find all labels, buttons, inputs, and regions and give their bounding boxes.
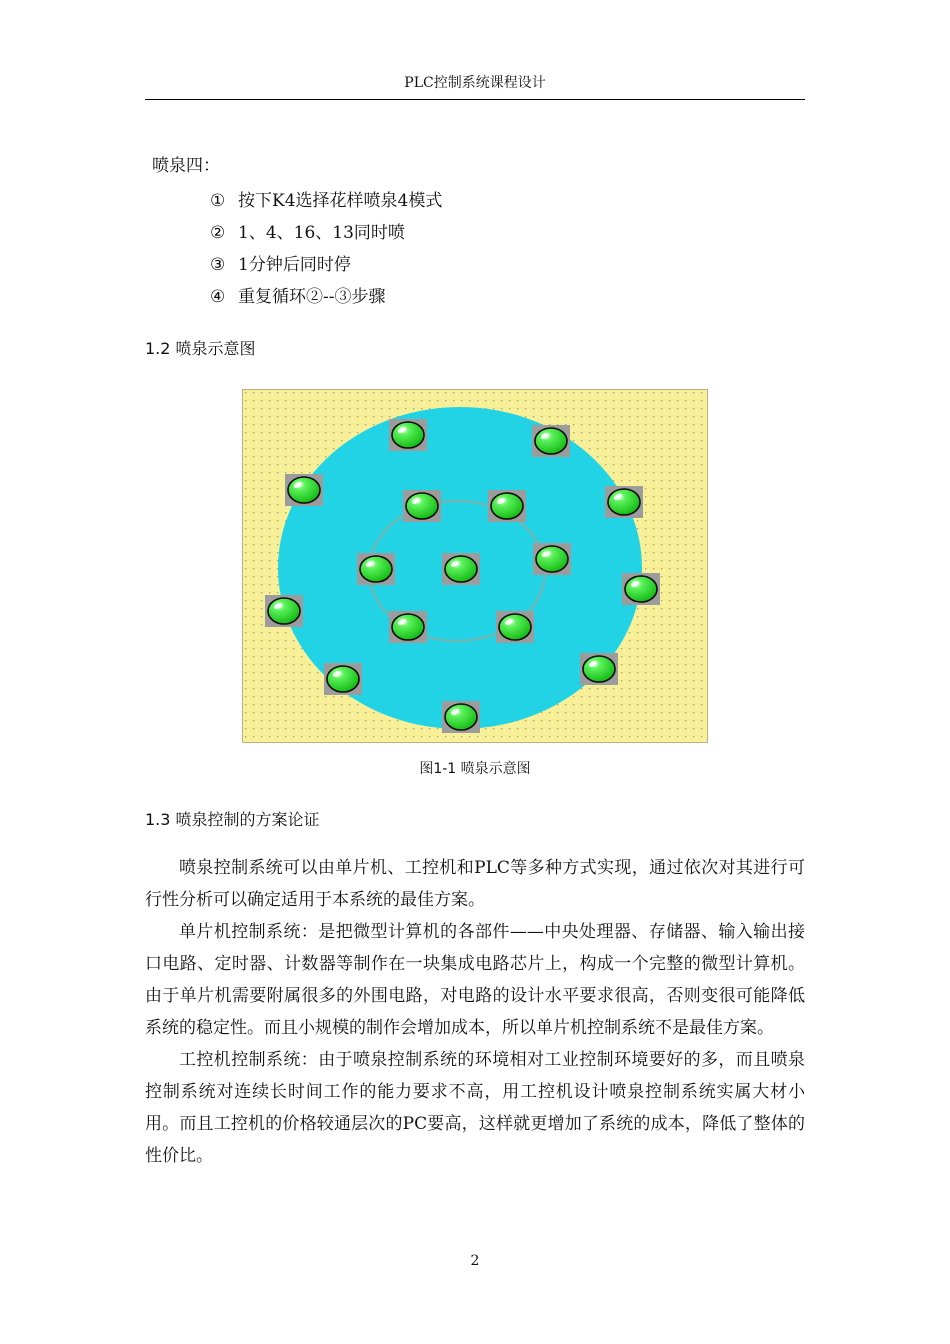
- mode-title: 喷泉四：: [152, 156, 220, 176]
- step-number: ②: [210, 223, 226, 243]
- nozzle: [285, 474, 323, 506]
- nozzle-ball: [499, 614, 531, 640]
- fountain-diagram-svg: [242, 389, 708, 743]
- page-header: PLC控制系统课程设计: [404, 75, 546, 91]
- nozzle: [496, 611, 534, 643]
- step-text: 1、4、16、13同时喷: [238, 223, 405, 243]
- paragraph-1: 喷泉控制系统可以由单片机、工控机和PLC等多种方式实现，通过依次对其进行可行性分析可以确定适用于本系统的最佳方案。: [145, 858, 805, 910]
- nozzle-ball: [583, 656, 615, 682]
- nozzle-ball: [625, 576, 657, 602]
- nozzle: [442, 701, 480, 733]
- nozzle-ball: [536, 546, 568, 572]
- nozzle-ball: [491, 493, 523, 519]
- nozzle-ball: [327, 666, 359, 692]
- nozzle-ball: [288, 477, 320, 503]
- nozzle-ball: [360, 556, 392, 582]
- section-heading-1-3: 1.3 喷泉控制的方案论证: [145, 810, 320, 829]
- nozzle: [580, 653, 618, 685]
- nozzle: [389, 611, 427, 643]
- paragraph-3: 工控机控制系统：由于喷泉控制系统的环境相对工业控制环境要好的多，而且喷泉控制系统对连续长时间工作的能力要求不高，用工控机设计喷泉控制系统实属大材小用。而且工控机的价格较通层次的PC要高，这样就更增加了系统的成本，降低了整体的性价比。: [145, 1050, 805, 1166]
- nozzle: [533, 543, 571, 575]
- step-number: ④: [210, 287, 226, 307]
- nozzle-ball: [535, 428, 567, 454]
- nozzle-ball: [445, 704, 477, 730]
- step-2: [210, 218, 405, 243]
- step-text: 按下K4选择花样喷泉4模式: [238, 191, 443, 211]
- nozzle: [324, 663, 362, 695]
- nozzle: [605, 486, 643, 518]
- step-4: [210, 282, 386, 307]
- step-number: ③: [210, 255, 226, 275]
- header-rule: [145, 99, 805, 100]
- nozzle-ball: [445, 556, 477, 582]
- nozzle: [357, 553, 395, 585]
- nozzle-ball: [392, 614, 424, 640]
- nozzle: [622, 573, 660, 605]
- nozzle-ball: [268, 598, 300, 624]
- step-text: 重复循环②--③步骤: [238, 287, 386, 307]
- step-number: ①: [210, 191, 226, 211]
- nozzle-ball: [392, 422, 424, 448]
- nozzle: [488, 490, 526, 522]
- nozzle: [403, 490, 441, 522]
- nozzle: [265, 595, 303, 627]
- step-text: 1分钟后同时停: [238, 255, 351, 275]
- page-number: 2: [470, 1253, 480, 1269]
- step-1: [210, 186, 442, 211]
- nozzle: [532, 425, 570, 457]
- paragraph-2: 单片机控制系统：是把微型计算机的各部件——中央处理器、存储器、输入输出接口电路、定时器、计数器等制作在一块集成电路芯片上，构成一个完整的微型计算机。由于单片机需要附属很多的外围电路，对电路的设计水平要求很高，否则变很可能降低系统的稳定性。而且小规模的制作会增加成本，所以单片机控制系统不是最佳方案。: [145, 922, 805, 1038]
- figure-caption: 图1-1 喷泉示意图: [419, 761, 531, 777]
- fountain-diagram: [242, 389, 708, 743]
- nozzle-ball: [406, 493, 438, 519]
- nozzle: [442, 553, 480, 585]
- body-text: [145, 852, 805, 1172]
- nozzle: [389, 419, 427, 451]
- step-3: [210, 250, 351, 275]
- section-heading-1-2: 1.2 喷泉示意图: [145, 339, 256, 358]
- nozzle-ball: [608, 489, 640, 515]
